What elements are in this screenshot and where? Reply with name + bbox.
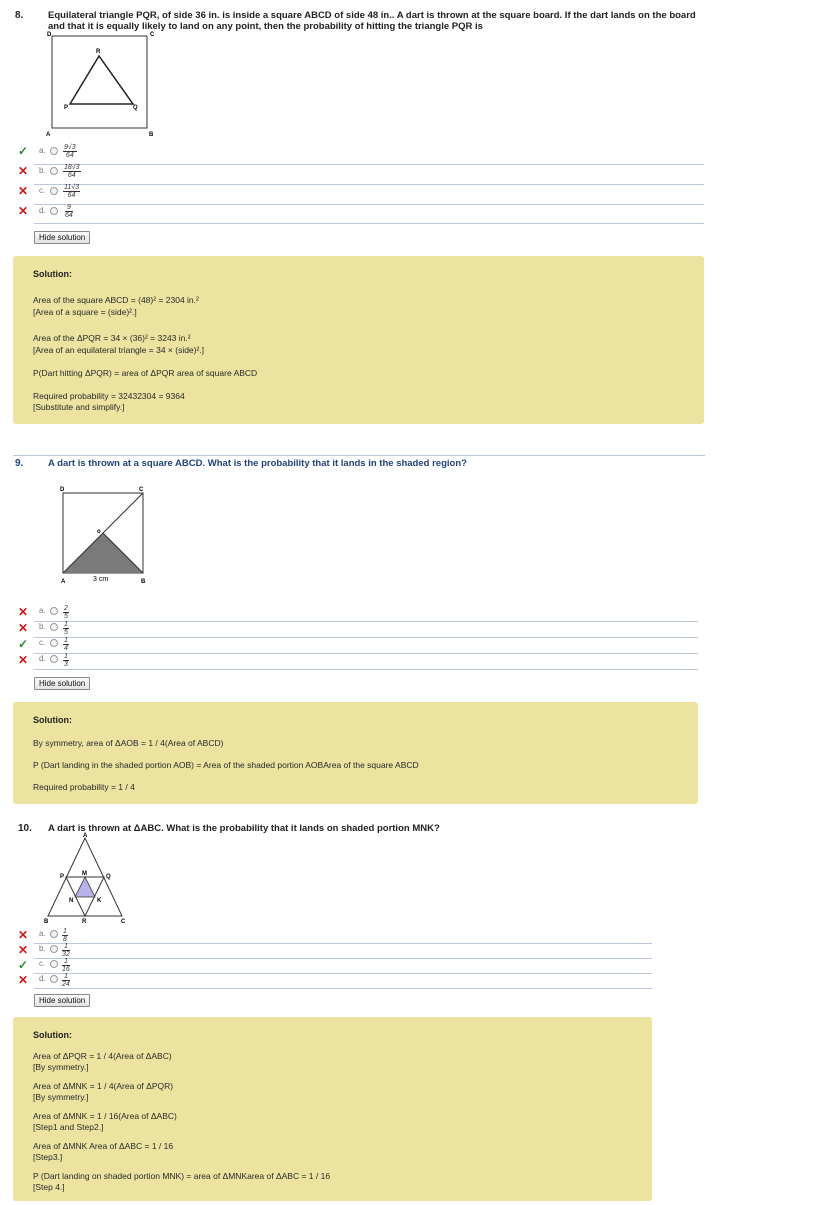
label-b: B (141, 579, 146, 585)
fraction-denominator: 24 (62, 981, 70, 988)
fraction-numerator: 9√3 (64, 144, 76, 151)
solution-line: Area of the square ABCD = (48)² = 2304 in.² (33, 295, 199, 305)
option-separator (34, 958, 652, 959)
fraction-numerator: 1 (64, 621, 68, 628)
option-fraction (62, 973, 70, 988)
option-fraction (63, 164, 81, 179)
solution-line: Area of ΔMNK = 1 / 16(Area of ΔABC) (33, 1111, 177, 1121)
option-letter: d. (39, 206, 46, 215)
solution-title: Solution: (33, 715, 72, 725)
option-letter: c. (39, 959, 46, 968)
option-separator (34, 164, 704, 165)
fraction-numerator: 18√3 (64, 164, 80, 171)
fraction-numerator: 1 (64, 637, 68, 644)
cross-icon: ✕ (18, 184, 29, 198)
option-fraction (63, 144, 77, 159)
option-separator (34, 973, 652, 974)
option-fraction (63, 184, 80, 199)
solution-line: P (Dart landing on shaded portion MNK) = area of ΔMNKarea of ΔABC = 1 / 16 (33, 1171, 331, 1181)
triangle-pqr (70, 56, 133, 104)
solution-line: P (Dart landing in the shaded portion AOB) = Area of the shaded portion AOBArea of the square ABCD (33, 760, 419, 770)
option-letter: a. (39, 929, 46, 938)
cross-icon: ✕ (18, 204, 29, 218)
fraction-denominator: 64 (65, 212, 73, 219)
question-number: 10. (18, 823, 32, 834)
radio-icon[interactable] (50, 975, 58, 983)
cross-icon: ✕ (18, 943, 29, 957)
option-separator (34, 204, 704, 205)
option-fraction (62, 958, 70, 973)
radio-icon[interactable] (50, 623, 58, 631)
square-shaded-figure (55, 482, 155, 588)
option-letter: c. (39, 638, 46, 647)
option-separator (34, 223, 704, 224)
fraction-denominator: 16 (62, 966, 70, 973)
fraction-numerator: 1 (63, 973, 68, 980)
solution-title: Solution: (33, 269, 72, 279)
label-c: C (121, 919, 126, 925)
option-fraction (63, 621, 69, 636)
cross-icon: ✕ (18, 653, 29, 667)
fraction-denominator: 64 (67, 172, 76, 179)
solution-line: [Area of an equilateral triangle = 34 × (side)².] (33, 345, 205, 355)
fraction-denominator: 64 (67, 192, 76, 199)
side-length-label: 3 cm (93, 576, 109, 583)
shaded-triangle-aob (63, 533, 143, 573)
solution-line: P(Dart hitting ΔPQR) = area of ΔPQR area of square ABCD (33, 368, 258, 378)
fraction-denominator: 3 (64, 661, 68, 668)
cross-icon: ✕ (18, 973, 29, 987)
label-b: B (44, 919, 49, 925)
cross-icon: ✕ (18, 605, 29, 619)
fraction-denominator: 5 (64, 613, 68, 620)
check-icon: ✓ (18, 144, 29, 158)
label-a: A (83, 833, 88, 839)
option-separator (34, 184, 704, 185)
label-c: C (150, 32, 155, 38)
label-d: D (47, 32, 52, 38)
label-p: P (64, 105, 69, 111)
option-fraction (62, 928, 68, 943)
solution-panel (13, 702, 698, 804)
label-q: Q (133, 105, 138, 111)
solution-line: [By symmetry.] (33, 1062, 89, 1072)
radio-icon[interactable] (50, 655, 58, 663)
radio-icon[interactable] (50, 207, 58, 215)
solution-line: By symmetry, area of ΔAOB = 1 / 4(Area of ABCD) (33, 738, 224, 748)
solution-line: Required probability = 32432304 = 9364 (33, 391, 185, 401)
option-separator (34, 637, 698, 638)
nested-triangle-figure (40, 830, 130, 925)
option-letter: b. (39, 622, 46, 631)
fraction-denominator: 64 (65, 152, 74, 159)
option-separator (34, 943, 652, 944)
square-triangle-figure (44, 28, 162, 140)
solution-line: [Area of a square = (side)².] (33, 307, 137, 317)
label-q: Q (106, 874, 111, 880)
question-text-line: Equilateral triangle PQR, of side 36 in. is inside a square ABCD of side 48 in.. A dart is thrown at the square board. If the dart lands on the board (48, 10, 696, 21)
label-a: A (61, 579, 66, 585)
solution-title: Solution: (33, 1030, 72, 1040)
radio-icon[interactable] (50, 147, 58, 155)
question-number: 9. (15, 458, 24, 469)
radio-icon[interactable] (50, 187, 58, 195)
question-separator (13, 455, 705, 456)
option-fraction (62, 943, 70, 958)
option-letter: c. (39, 186, 46, 195)
option-letter: b. (39, 166, 46, 175)
hide-solution-button[interactable]: Hide solution (34, 677, 90, 690)
fraction-denominator: 32 (62, 951, 70, 958)
fraction-numerator: 1 (63, 943, 68, 950)
solution-line: [By symmetry.] (33, 1092, 89, 1102)
fraction-numerator: 1 (63, 928, 67, 935)
question-text: A dart is thrown at ΔABC. What is the probability that it lands on shaded portion MNK? (48, 823, 440, 834)
cross-icon: ✕ (18, 621, 29, 635)
solution-line: [Step3.] (33, 1152, 63, 1162)
label-k: K (97, 898, 102, 904)
fraction-numerator: 1 (64, 653, 68, 660)
radio-icon[interactable] (50, 945, 58, 953)
option-letter: a. (39, 146, 46, 155)
solution-line: Area of the ΔPQR = 34 × (36)² = 3243 in.² (33, 333, 191, 343)
cross-icon: ✕ (18, 928, 29, 942)
option-letter: a. (39, 606, 46, 615)
option-separator (34, 621, 698, 622)
label-n: N (69, 898, 74, 904)
label-r: R (82, 919, 87, 925)
fraction-numerator: 1 (63, 958, 68, 965)
question-text: A dart is thrown at a square ABCD. What is the probability that it lands in the shaded region? (48, 458, 467, 469)
fraction-numerator: 2 (64, 605, 68, 612)
radio-icon[interactable] (50, 607, 58, 615)
solution-line: Area of ΔMNK Area of ΔABC = 1 / 16 (33, 1141, 174, 1151)
option-letter: b. (39, 944, 46, 953)
solution-line: Area of ΔMNK = 1 / 4(Area of ΔPQR) (33, 1081, 174, 1091)
fraction-denominator: 8 (63, 936, 67, 943)
fraction-denominator: 5 (64, 629, 68, 636)
cross-icon: ✕ (18, 164, 29, 178)
option-separator (34, 653, 698, 654)
label-b: B (149, 132, 154, 138)
fraction-numerator: 9 (66, 204, 71, 211)
label-r: R (96, 49, 101, 55)
solution-line: [Step1 and Step2.] (33, 1122, 104, 1132)
radio-icon[interactable] (50, 167, 58, 175)
radio-icon[interactable] (50, 930, 58, 938)
question-text-line: and that it is equally likely to land on any point, then the probability of hitting the triangle PQR is (48, 21, 483, 32)
option-letter: d. (39, 974, 46, 983)
radio-icon[interactable] (50, 639, 58, 647)
option-fraction (63, 637, 69, 652)
fraction-numerator: 11√3 (64, 184, 80, 191)
check-icon: ✓ (18, 637, 29, 651)
option-letter: d. (39, 654, 46, 663)
solution-panel (13, 256, 704, 424)
option-separator (34, 988, 652, 989)
check-icon: ✓ (18, 958, 29, 972)
option-separator (34, 669, 698, 670)
option-fraction (63, 605, 69, 620)
solution-panel (13, 1017, 652, 1201)
label-a: A (46, 132, 51, 138)
fraction-denominator: 4 (64, 645, 68, 652)
label-m: M (82, 871, 87, 877)
solution-line: Area of ΔPQR = 1 / 4(Area of ΔABC) (33, 1051, 172, 1061)
hide-solution-button[interactable]: Hide solution (34, 231, 90, 244)
shaded-triangle-mnk (75, 877, 95, 897)
radio-icon[interactable] (50, 960, 58, 968)
label-d: D (60, 487, 65, 493)
hide-solution-button[interactable]: Hide solution (34, 994, 90, 1007)
solution-line: [Step 4.] (33, 1182, 65, 1192)
solution-line: [Substitute and simplify.] (33, 402, 125, 412)
label-o: o (97, 529, 101, 535)
label-c: C (139, 487, 144, 493)
option-fraction (63, 653, 69, 668)
label-p: P (60, 874, 65, 880)
solution-line: Required probability = 1 / 4 (33, 782, 135, 792)
question-number: 8. (15, 10, 24, 21)
option-fraction (65, 204, 73, 219)
